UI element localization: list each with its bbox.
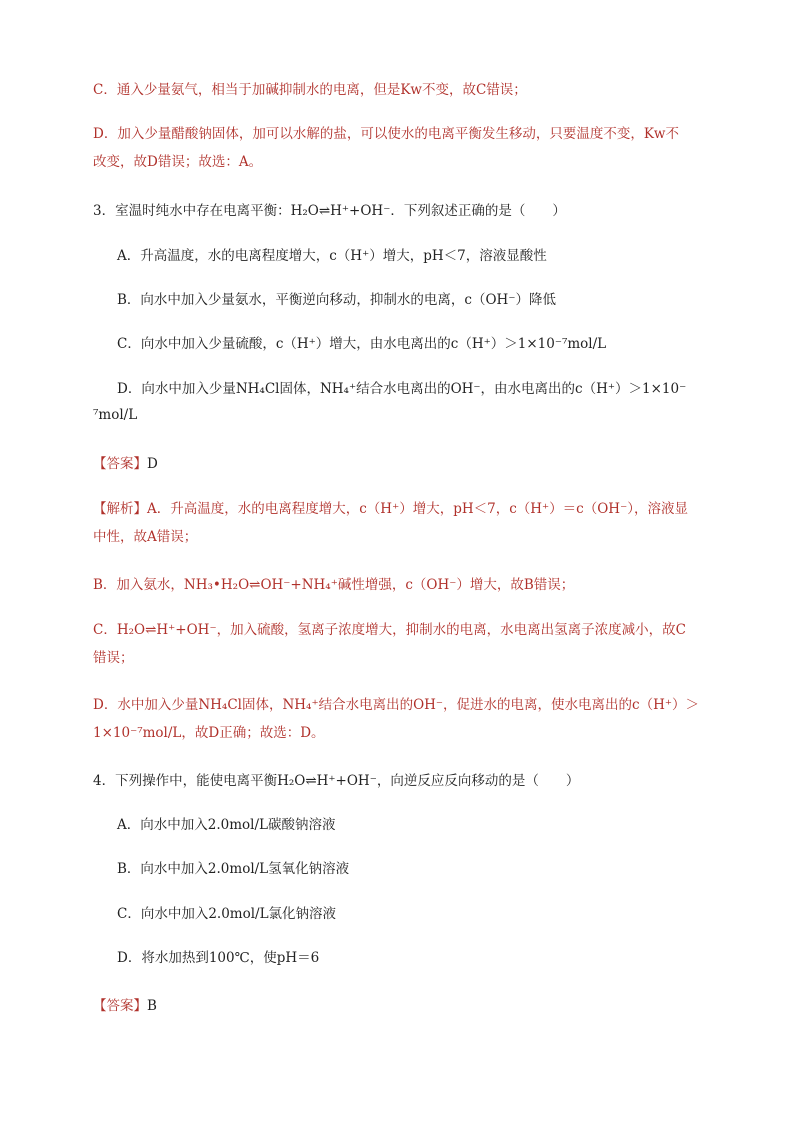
q3-option-d-cont: ⁷mol/L [93, 407, 138, 423]
q3-analysis-line5: 错误； [93, 650, 134, 666]
q4-option-d: D．将水加热到100℃，使pH＝6 [117, 950, 320, 966]
answer-label: 【答案】 [93, 998, 147, 1014]
analysis-label: 【解析】 [93, 501, 147, 517]
prev-solution-d-line2: 改变，故D错误；故选：A。 [93, 154, 263, 170]
answer-label: 【答案】 [93, 456, 147, 472]
q4-option-a: A．向水中加入2.0mol/L碳酸钠溶液 [117, 817, 336, 833]
q4-stem: 4．下列操作中，能使电离平衡H₂O⇌H⁺+OH⁻，向逆反应反向移动的是（ ） [93, 773, 580, 789]
q3-option-c: C．向水中加入少量硫酸，c（H⁺）增大，由水电离出的c（H⁺）＞1×10⁻⁷mol/L [117, 336, 607, 352]
answer-value: B [147, 998, 157, 1014]
q3-analysis-line4: C．H₂O⇌H⁺+OH⁻，加入硫酸，氢离子浓度增大，抑制水的电离，水电离出氢离子浓度减小，故C [93, 622, 686, 638]
q3-stem: 3．室温时纯水中存在电离平衡：H₂O⇌H⁺+OH⁻．下列叙述正确的是（ ） [93, 203, 566, 219]
q3-analysis-line3: B．加入氨水，NH₃•H₂O⇌OH⁻+NH₄⁺碱性增强，c（OH⁻）增大，故B错误； [93, 577, 575, 593]
q3-option-d: D．向水中加入少量NH₄Cl固体，NH₄⁺结合水电离出的OH⁻，由水电离出的c（H⁺）＞1×10⁻ [117, 381, 687, 397]
q3-analysis-line7: 1×10⁻⁷mol/L，故D正确；故选：D。 [93, 725, 325, 741]
q4-option-c: C．向水中加入2.0mol/L氯化钠溶液 [117, 906, 337, 922]
analysis-text: A．升高温度，水的电离程度增大，c（H⁺）增大，pH＜7，c（H⁺）＝c（OH⁻），溶液显 [147, 501, 688, 517]
prev-solution-d-line1: D．加入少量醋酸钠固体，加可以水解的盐，可以使水的电离平衡发生移动，只要温度不变，Kw不 [93, 126, 679, 142]
q3-analysis-line6: D．水中加入少量NH₄Cl固体，NH₄⁺结合水电离出的OH⁻，促进水的电离，使水电离出的c（H⁺）＞ [93, 697, 700, 713]
q4-answer [93, 996, 157, 1016]
q3-option-b: B．向水中加入少量氨水，平衡逆向移动，抑制水的电离，c（OH⁻）降低 [117, 292, 556, 308]
q3-analysis-line1 [93, 499, 688, 519]
q3-analysis-line2: 中性，故A错误； [93, 529, 198, 545]
q3-option-a: A．升高温度，水的电离程度增大，c（H⁺）增大，pH＜7，溶液显酸性 [117, 248, 547, 264]
answer-value: D [147, 456, 158, 472]
q3-answer [93, 454, 158, 474]
q4-option-b: B．向水中加入2.0mol/L氢氧化钠溶液 [117, 861, 350, 877]
prev-solution-c: C．通入少量氨气，相当于加碱抑制水的电离，但是Kw不变，故C错误； [93, 82, 527, 98]
